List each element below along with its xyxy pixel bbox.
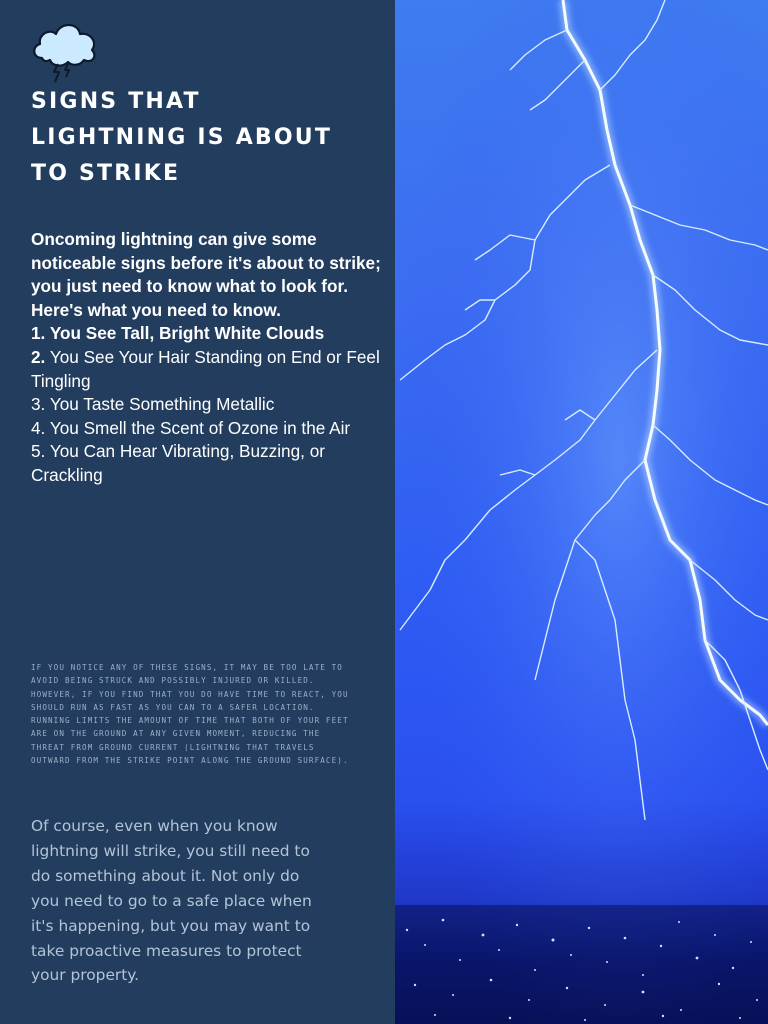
sign-text: You Can Hear Vibrating, Buzzing, or Crackling (31, 441, 325, 485)
sign-text: You See Tall, Bright White Clouds (49, 323, 325, 344)
sign-item (31, 346, 381, 393)
sign-item (31, 393, 381, 417)
city-skyline (395, 905, 768, 1024)
sign-item (31, 417, 381, 441)
sign-number: 3. (31, 394, 46, 415)
sign-number: 2. (31, 346, 46, 367)
sign-number: 5. (31, 441, 46, 462)
sign-number: 4. (31, 417, 46, 438)
storm-cloud-icon (28, 14, 100, 86)
intro-paragraph: Oncoming lightning can give some noticeable signs before it's about to strike; you just need to know what to look for. Here's what you need to know. (31, 229, 381, 320)
page-title (31, 84, 381, 192)
sign-number: 1. (31, 323, 46, 344)
closing-paragraph: Of course, even when you know lightning will strike, you still need to do something about it. Not only do you need to go to a safe place when it's happening, but you may want to take proactive measures to protect your property. (31, 817, 312, 985)
sign-item (31, 440, 381, 487)
signs-section (31, 228, 381, 488)
sign-text: You Taste Something Metallic (49, 394, 275, 415)
title-line: LIGHTNING IS ABOUT (31, 125, 333, 150)
sky-glow (395, 0, 768, 1024)
sign-text: You See Your Hair Standing on End or Feel Tingling (31, 346, 380, 391)
sign-text: You Smell the Scent of Ozone in the Air (49, 417, 351, 438)
title-line: SIGNS THAT (31, 89, 201, 114)
warning-paragraph: IF YOU NOTICE ANY OF THESE SIGNS, IT MAY BE TOO LATE TO AVOID BEING STRUCK AND POSSIBLY INJURED OR KILLED. HOWEVER, IF YOU FIND THAT YOU DO HAVE TIME TO REACT, YOU SHOULD RUN AS FAST AS YOU CAN TO A SAFER LOCATION. RUNNING LIMITS THE AMOUNT OF TIME THAT BOTH OF YOUR FEET ARE ON THE GROUND AT ANY GIVEN MOMENT, REDUCING THE THREAT FROM GROUND CURRENT (LIGHTNING THAT TRAVELS OUTWARD FROM THE STRIKE POINT ALONG THE GROUND SURFACE). (31, 663, 349, 766)
title-line: TO STRIKE (31, 161, 181, 186)
lightning-illustration (395, 0, 768, 1024)
sign-item (31, 322, 381, 346)
lightning-photo (395, 0, 768, 1024)
signs-list (31, 322, 381, 487)
